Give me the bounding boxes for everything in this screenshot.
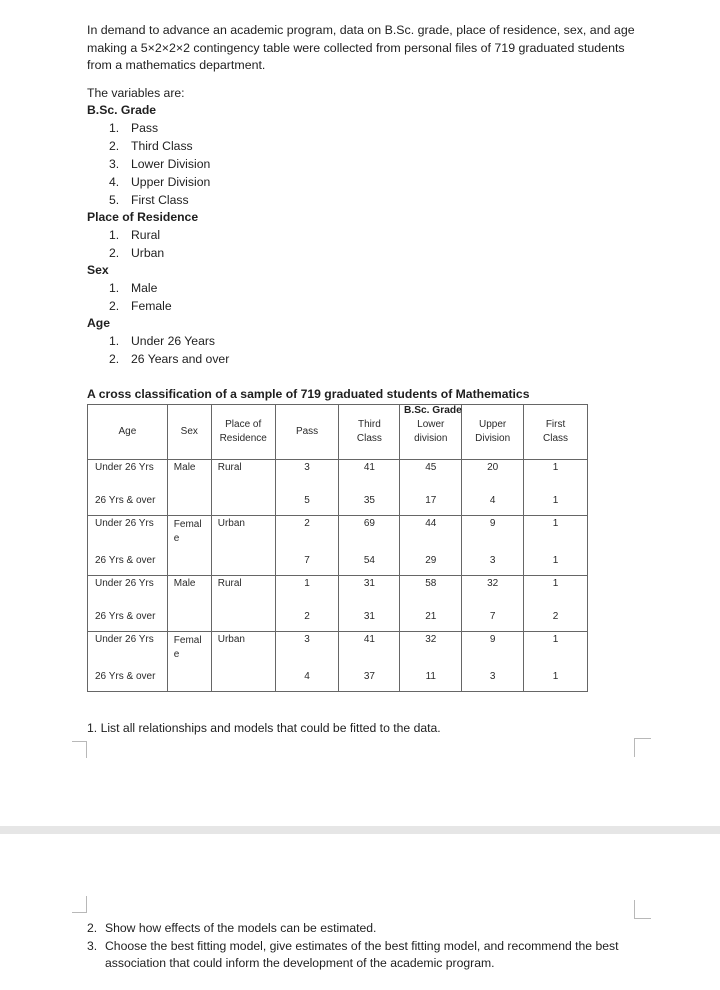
table-row — [88, 515, 588, 546]
header-sex: Sex — [167, 405, 211, 460]
cell-lower: 21 — [400, 602, 462, 631]
page-separator — [0, 826, 720, 834]
cell-first: 1 — [524, 486, 588, 515]
group-header-bsc-grade: B.Sc. Grade — [404, 405, 462, 416]
list-item: 3. Lower Division — [109, 157, 211, 171]
cell-first: 1 — [524, 575, 588, 602]
list-item: 1. Pass — [109, 121, 159, 135]
page-corner-mark — [634, 900, 651, 919]
cell-lower: 44 — [400, 515, 462, 546]
variables-title: The variables are: — [87, 86, 185, 100]
cell-pass: 3 — [275, 460, 339, 487]
cell-pass: 4 — [275, 663, 339, 692]
cell-upper: 9 — [462, 515, 524, 546]
cell-first: 1 — [524, 663, 588, 692]
cell-age: 26 Yrs & over — [88, 663, 168, 692]
cell-third: 41 — [339, 460, 400, 487]
cell-sex — [167, 547, 211, 576]
cell-upper: 7 — [462, 602, 524, 631]
cell-upper: 3 — [462, 547, 524, 576]
header-third-class: Third Class — [339, 405, 400, 460]
question-3: 3. Choose the best fitting model, give estimates of the best fitting model, and recommend the best association that could inform the development of the academic program. — [87, 938, 619, 971]
list-item: 2. Third Class — [109, 139, 193, 153]
variable-heading-residence: Place of Residence — [87, 210, 199, 224]
cell-pass: 3 — [275, 631, 339, 662]
header-age: Age — [88, 405, 168, 460]
variable-heading-bsc-grade: B.Sc. Grade — [87, 103, 157, 117]
cell-first: 2 — [524, 602, 588, 631]
cell-third: 31 — [339, 575, 400, 602]
cell-pass: 5 — [275, 486, 339, 515]
table-row — [88, 663, 588, 692]
cell-pass: 7 — [275, 547, 339, 576]
list-item: 2. Urban — [109, 246, 165, 260]
cell-third: 41 — [339, 631, 400, 662]
cell-third: 35 — [339, 486, 400, 515]
list-item: 1. Rural — [109, 228, 161, 242]
variable-heading-sex: Sex — [87, 263, 109, 277]
cell-pass: 2 — [275, 515, 339, 546]
cell-lower: 11 — [400, 663, 462, 692]
cell-lower: 29 — [400, 547, 462, 576]
header-lower-division: Lower division — [400, 405, 462, 460]
cell-lower: 32 — [400, 631, 462, 662]
cell-pass: 2 — [275, 602, 339, 631]
contingency-table — [87, 404, 588, 692]
cell-sex: Male — [167, 575, 211, 602]
cell-age: 26 Yrs & over — [88, 547, 168, 576]
table-row — [88, 460, 588, 487]
list-item: 1. Male — [109, 281, 158, 295]
table-row — [88, 575, 588, 602]
question-list — [87, 920, 632, 973]
cell-age: Under 26 Yrs — [88, 460, 168, 487]
table-row — [88, 631, 588, 662]
cell-upper: 32 — [462, 575, 524, 602]
cell-age: 26 Yrs & over — [88, 602, 168, 631]
cell-age: Under 26 Yrs — [88, 515, 168, 546]
table-row — [88, 486, 588, 515]
cell-residence — [211, 547, 275, 576]
cell-residence — [211, 602, 275, 631]
cell-third: 69 — [339, 515, 400, 546]
cell-residence: Urban — [211, 631, 275, 662]
table-row — [88, 547, 588, 576]
intro-paragraph: In demand to advance an academic program, data on B.Sc. grade, place of residence, sex, and age making a 5×2×2×2 contingency table were collected from personal files of 719 graduated students from a mathematics department. — [87, 23, 635, 73]
cell-upper: 9 — [462, 631, 524, 662]
cell-first: 1 — [524, 460, 588, 487]
header-residence: Place of Residence — [211, 405, 275, 460]
cell-age: Under 26 Yrs — [88, 575, 168, 602]
list-item: 4. Upper Division — [109, 175, 211, 189]
page-corner-mark — [72, 896, 87, 913]
cell-sex — [167, 602, 211, 631]
cell-age: Under 26 Yrs — [88, 631, 168, 662]
cell-upper: 20 — [462, 460, 524, 487]
cell-lower: 45 — [400, 460, 462, 487]
variable-heading-age: Age — [87, 316, 111, 330]
cell-sex: Male — [167, 460, 211, 487]
header-upper-division: Upper Division — [462, 405, 524, 460]
list-item: 2. Female — [109, 299, 172, 313]
cell-upper: 4 — [462, 486, 524, 515]
cell-residence: Rural — [211, 460, 275, 487]
cell-first: 1 — [524, 631, 588, 662]
cell-residence: Rural — [211, 575, 275, 602]
question-2: 2. Show how effects of the models can be estimated. — [87, 921, 377, 935]
cell-sex: Femal e — [167, 631, 211, 662]
cell-third: 37 — [339, 663, 400, 692]
header-first-class: First Class — [524, 405, 588, 460]
cell-lower: 58 — [400, 575, 462, 602]
cell-pass: 1 — [275, 575, 339, 602]
header-pass: Pass — [275, 405, 339, 460]
cell-third: 31 — [339, 602, 400, 631]
cell-lower: 17 — [400, 486, 462, 515]
cell-sex — [167, 663, 211, 692]
page-corner-mark — [634, 738, 651, 757]
list-item: 5. First Class — [109, 193, 189, 207]
page-2 — [0, 834, 720, 990]
cell-first: 1 — [524, 547, 588, 576]
cell-sex — [167, 486, 211, 515]
table-row — [88, 602, 588, 631]
cell-sex: Femal e — [167, 515, 211, 546]
table-caption: A cross classification of a sample of 719 graduated students of Mathematics — [87, 387, 530, 401]
cell-residence — [211, 663, 275, 692]
list-item: 1. Under 26 Years — [109, 334, 216, 348]
cell-third: 54 — [339, 547, 400, 576]
cell-first: 1 — [524, 515, 588, 546]
cell-upper: 3 — [462, 663, 524, 692]
cell-residence — [211, 486, 275, 515]
list-item: 2. 26 Years and over — [109, 352, 230, 366]
page-corner-mark — [72, 741, 87, 758]
cell-residence: Urban — [211, 515, 275, 546]
cell-age: 26 Yrs & over — [88, 486, 168, 515]
question-1: 1. List all relationships and models that could be fitted to the data. — [87, 721, 441, 735]
